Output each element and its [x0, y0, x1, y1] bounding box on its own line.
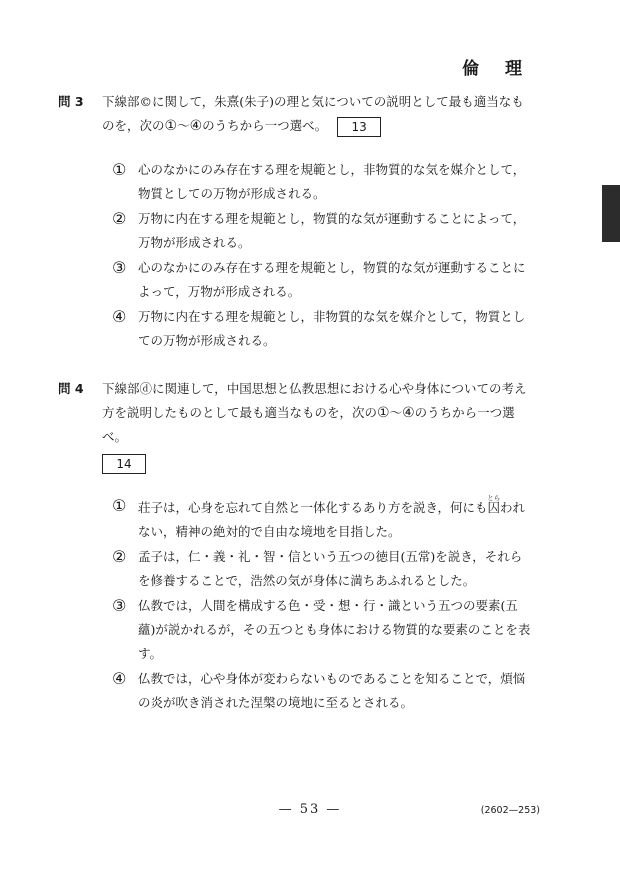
question-4-label: 問 4 [58, 381, 84, 396]
question-4 [58, 377, 533, 716]
option-number-4: ④ [112, 668, 127, 688]
option-1[interactable] [112, 494, 533, 544]
page-number: — 53 — [278, 802, 342, 817]
question-3-text-end: のうちから一つ選べ。 [202, 118, 328, 133]
option-number-2: ② [112, 209, 127, 228]
range-separator: ～ [389, 405, 403, 420]
question-4-options [58, 494, 533, 715]
question-3-stem [58, 90, 533, 138]
range-start-mark: ① [377, 405, 390, 421]
question-3-text: 下線部©に関して，朱熹(朱子)の理と気についての説明として最も適当なものを，次の [102, 94, 524, 133]
ruby-word [487, 493, 501, 515]
option-text: 万物に内在する理を規範とし，非物質的な気を媒介として，物質としての万物が形成される。 [138, 309, 526, 348]
question-3-label: 問 3 [58, 94, 84, 109]
option-number-1: ① [112, 160, 127, 179]
range-separator: ～ [177, 118, 190, 133]
question-4-text-end: のうちから一つ選べ。 [102, 405, 515, 444]
option-text: 仏教では，心や身体が変わらないものであることを知ることで，煩悩の炎が吹き消された涅槃の境地に至るとされる。 [138, 670, 526, 710]
subject-title: 倫 理 [462, 59, 532, 79]
option-number-4: ④ [112, 307, 127, 326]
option-4[interactable] [112, 305, 533, 353]
option-text: 荘子は，心身を忘れて自然と一体化するあり方を説き，何にも [138, 499, 488, 515]
range-start-mark: ① [164, 118, 178, 134]
question-4-stem [58, 377, 533, 474]
option-number-3: ③ [112, 595, 127, 615]
option-text: 仏教では，人間を構成する色・受・想・行・識という五つの要素(五蘊)が説かれるが，その五つとも身体における物質的な要素のことを表す。 [138, 597, 531, 661]
option-text: 孟子は，仁・義・礼・智・信という五つの徳目(五常)を説き，それらを修養することで，浩然の気が身体に満ちあふれるとした。 [138, 548, 523, 588]
question-3 [58, 90, 533, 354]
option-number-3: ③ [112, 258, 127, 277]
ruby-reading: とら [487, 493, 501, 502]
ruby-base: 囚 [487, 499, 501, 515]
option-4[interactable] [112, 667, 533, 715]
answer-box-14[interactable]: 14 [102, 454, 146, 474]
option-number-2: ② [112, 546, 127, 566]
option-3[interactable] [112, 594, 533, 666]
option-1[interactable] [112, 158, 533, 206]
range-end-mark: ④ [402, 405, 415, 421]
section-tab-marker [602, 185, 620, 242]
option-text: われない，精神の絶対的で自由な境地を目指した。 [138, 499, 526, 539]
option-2[interactable] [112, 545, 533, 593]
option-text: 心のなかにのみ存在する理を規範とし，非物質的な気を媒介として，物質としての万物が形成される。 [138, 162, 526, 201]
exam-code: (2602—253) [480, 805, 540, 816]
option-text: 心のなかにのみ存在する理を規範とし，物質的な気が運動することによって，万物が形成される。 [138, 260, 526, 299]
question-4-text: 下線部ⓓに関連して，中国思想と仏教思想における心や身体についての考え方を説明したものとして最も適当なものを，次の [102, 381, 527, 420]
answer-box-13[interactable]: 13 [337, 117, 381, 137]
question-3-options [58, 158, 533, 353]
range-end-mark: ④ [189, 118, 203, 134]
option-3[interactable] [112, 256, 533, 304]
option-number-1: ① [112, 495, 127, 515]
option-text: 万物に内在する理を規範とし，物質的な気が運動することによって，万物が形成される。 [138, 211, 526, 250]
option-2[interactable] [112, 207, 533, 255]
